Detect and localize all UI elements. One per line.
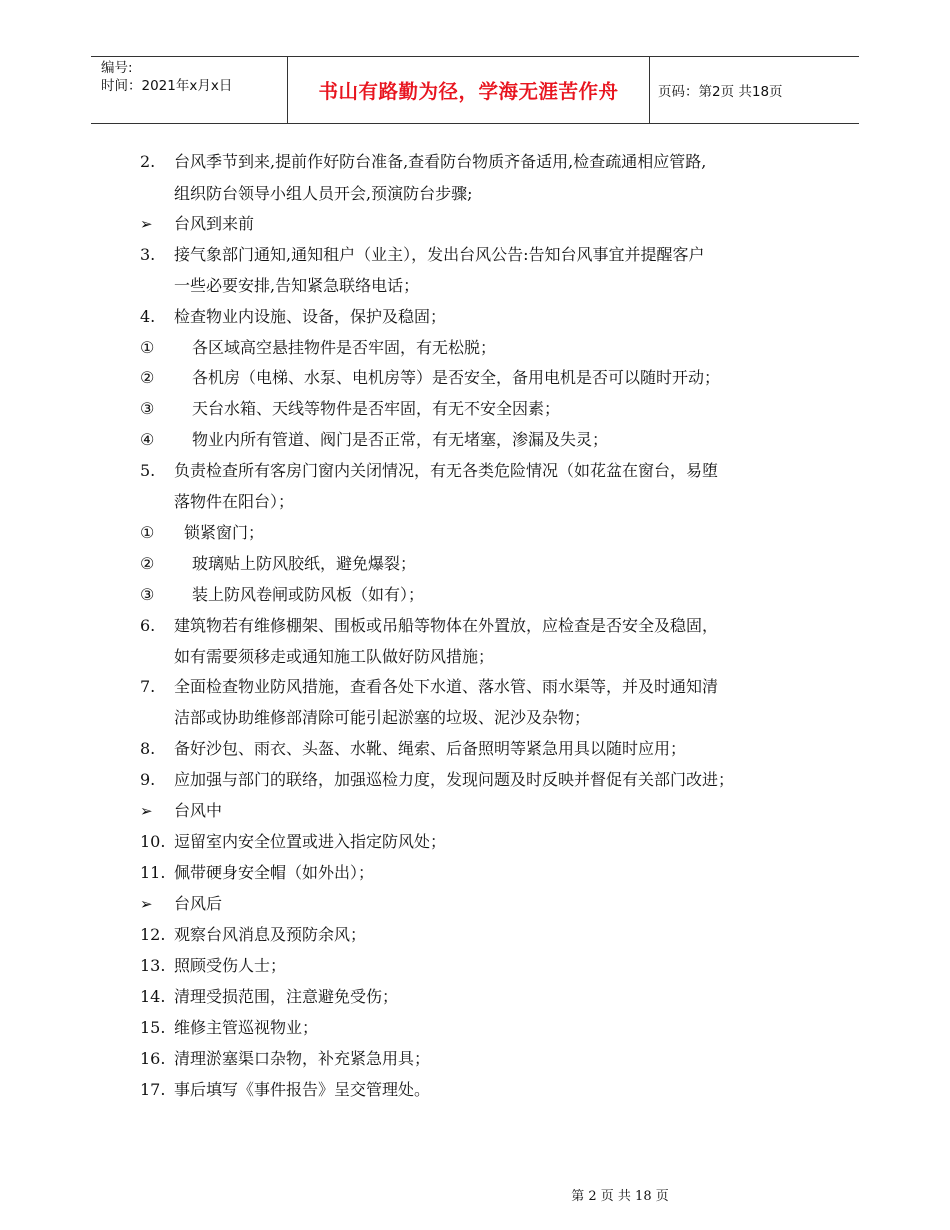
sub-list-item-text: 装上防风卷闸或防风板（如有）； [192,585,425,604]
list-item-text: 应加强与部门的联络，加强巡检力度，发现问题及时反映并督促有关部门改进； [174,770,735,789]
list-item-text: 接气象部门通知,通知租户（业主），发出台风公告:告知台风事宜并提醒客户 [174,245,705,264]
list-marker: 8. [140,739,156,758]
list-marker: 15. [140,1018,166,1037]
arrow-bullet-icon: ➢ [140,895,153,913]
footer-page-number: 第 2 页 共 18 页 [571,1189,669,1204]
list-marker: 3. [140,245,156,264]
section-heading-text: 台风后 [174,894,223,913]
list-marker: 16. [140,1049,166,1068]
arrow-bullet-icon: ➢ [140,802,153,820]
list-item-text: 一些必要安排,告知紧急联络电话； [174,276,420,295]
circled-number-marker: ③ [140,585,155,604]
list-item-text: 备好沙包、雨衣、头盔、水靴、绳索、后备照明等紧急用具以随时应用； [174,739,687,758]
list-item-text: 清理受损范围，注意避免受伤； [174,987,399,1006]
list-item-text: 清理淤塞渠口杂物，补充紧急用具； [174,1049,431,1068]
list-item-text: 维修主管巡视物业； [174,1018,319,1037]
list-item-text: 全面检查物业防风措施，查看各处下水道、落水管、雨水渠等，并及时通知清 [174,677,719,696]
sub-list-item-text: 天台水箱、天线等物件是否牢固，有无不安全因素； [192,399,561,418]
list-marker: 12. [140,925,166,944]
header-meta [101,59,286,95]
list-item-text: 事后填写《事件报告》呈交管理处。 [174,1080,431,1099]
header-motto: 书山有路勤为径，学海无涯苦作舟 [318,80,619,103]
list-item-text: 台风季节到来,提前作好防台准备,查看防台物质齐备适用,检查疏通相应管路, [174,152,707,171]
circled-number-marker: ② [140,368,155,387]
sub-list-item-text: 锁紧窗门； [184,523,265,542]
circled-number-marker: ③ [140,399,155,418]
list-item-text: 组织防台领导小组人员开会,预演防台步骤; [174,184,473,203]
document-time: 时间：2021年x月x日 [101,78,233,94]
section-heading-text: 台风到来前 [174,214,255,233]
circled-number-marker: ② [140,554,155,573]
sub-list-item-text: 物业内所有管道、阀门是否正常，有无堵塞，渗漏及失灵； [192,430,609,449]
list-item-text: 佩带硬身安全帽（如外出）； [174,863,375,882]
circled-number-marker: ① [140,338,155,357]
circled-number-marker: ④ [140,430,155,449]
list-item-text: 建筑物若有维修棚架、围板或吊船等物体在外置放，应检查是否安全及稳固， [174,616,719,635]
list-item-text: 洁部或协助维修部清除可能引起淤塞的垃圾、泥沙及杂物； [174,708,591,727]
circled-number-marker: ① [140,523,155,542]
list-marker: 17. [140,1080,166,1099]
list-item-text: 落物件在阳台）； [174,492,295,511]
sub-list-item-text: 各区域高空悬挂物件是否牢固，有无松脱； [192,338,497,357]
list-marker: 13. [140,956,166,975]
list-marker: 4. [140,307,156,326]
document-header [91,56,859,124]
list-marker: 14. [140,987,166,1006]
page-footer [0,1185,950,1204]
list-marker: 5. [140,461,156,480]
document-code-label: 编号: [101,60,133,76]
list-item-text: 如有需要须移走或通知施工队做好防风措施； [174,647,495,666]
list-marker: 6. [140,616,156,635]
list-item-text: 检查物业内设施、设备，保护及稳固； [174,307,447,326]
header-divider [649,57,650,123]
list-marker: 11. [140,863,166,882]
list-marker: 2. [140,152,156,171]
list-marker: 9. [140,770,156,789]
sub-list-item-text: 玻璃贴上防风胶纸，避免爆裂； [192,554,417,573]
list-marker: 7. [140,677,156,696]
sub-list-item-text: 各机房（电梯、水泵、电机房等）是否安全，备用电机是否可以随时开动； [192,368,721,387]
list-item-text: 照顾受伤人士； [174,956,287,975]
list-item-text: 负责检查所有客房门窗内关闭情况，有无各类危险情况（如花盆在窗台，易堕 [174,461,719,480]
list-item-text: 观察台风消息及预防余风； [174,925,367,944]
arrow-bullet-icon: ➢ [140,215,153,233]
list-marker: 10. [140,832,166,851]
section-heading-text: 台风中 [174,801,223,820]
header-page-info: 页码：第2页 共18页 [658,84,783,100]
list-item-text: 逗留室内安全位置或进入指定防风处； [174,832,447,851]
